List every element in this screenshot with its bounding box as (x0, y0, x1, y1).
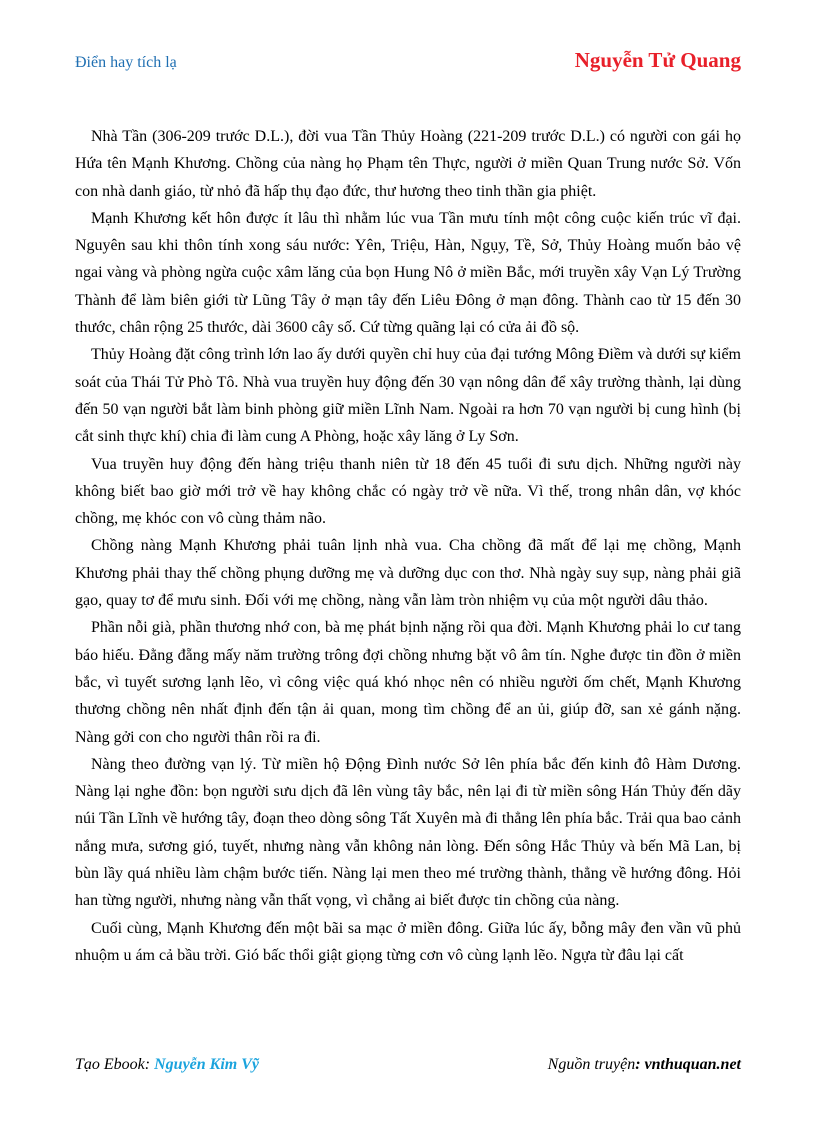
paragraph: Nhà Tần (306-209 trước D.L.), đời vua Tần Thủy Hoàng (221-209 trước D.L.) có người con gái họ Hứa tên Mạnh Khương. Chồng của nàng họ Phạm tên Thực, người ở miền Quan Trung nước Sở. Vốn con nhà danh giáo, từ nhỏ đã hấp thụ đạo đức, thư hương theo tinh thần gia phiệt. (75, 128, 741, 200)
paragraph: Mạnh Khương kết hôn được ít lâu thì nhằm lúc vua Tần mưu tính một công cuộc kiến trúc vĩ đại. Nguyên sau khi thôn tính xong sáu nước: Yên, Triệu, Hàn, Ngụy, Tề, Sở, Thủy Hoàng muốn bảo vệ ngai vàng và phòng ngừa cuộc xâm lăng của bọn Hung Nô ở miền Bắc, mới truyền xây Vạn Lý Trường Thành để làm biên giới từ Lũng Tây ở mạn tây đến Liêu Đông ở mạn đông. Thành cao từ 15 đến 30 thước, chân rộng 25 thước, dài 3600 cây số. Cứ từng quãng lại có cửa ải đồ sộ. (75, 209, 741, 337)
header-author: Nguyễn Tử Quang (574, 48, 741, 72)
page-footer (75, 1056, 741, 1078)
header-book-title: Điển hay tích lạ (75, 54, 177, 71)
paragraph: Nàng theo đường vạn lý. Từ miền hộ Động Đình nước Sở lên phía bắc đến kinh đô Hàm Dương. Nàng lại nghe đồn: bọn người sưu dịch đã lên vùng tây bắc, nên lại đi từ miền sông Hán Thủy đến dãy núi Tần Lĩnh về hướng tây, đoạn theo dòng sông Tất Xuyên mà đi thẳng lên phía bắc. Trải qua bao cảnh nắng mưa, sương gió, tuyết, nhưng nàng vẫn không nản lòng. Đến sông Hắc Thủy và bến Mã Lan, bị bùn lầy quá nhiều làm chậm bước tiến. Nàng lại men theo mé trường thành, thẳng về hướng đông. Hỏi han từng người, nhưng nàng vẫn thất vọng, vì chẳng ai biết được tin chồng của nàng. (75, 755, 741, 910)
ebook-credit-separator: : (144, 1056, 155, 1073)
paragraph: Chồng nàng Mạnh Khương phải tuân lịnh nhà vua. Cha chồng đã mất để lại mẹ chồng, Mạnh Khương phải thay thế chồng phụng dưỡng mẹ và dưỡng dục con thơ. Nhà ngày suy sụp, nàng phải giã gạo, quay tơ để mưu sinh. Đối với mẹ chồng, nàng vẫn làm tròn nhiệm vụ của một người dâu thảo. (75, 537, 741, 610)
source-credit-separator: : (635, 1056, 645, 1073)
ebook-credit-label: Tạo Ebook (75, 1056, 145, 1073)
paragraph: Phần nỗi già, phần thương nhớ con, bà mẹ phát bịnh nặng rồi qua đời. Mạnh Khương phải lo cư tang báo hiếu. Đằng đẵng mấy năm trường trông đợi chồng nhưng bặt vô âm tín. Nghe được tin đồn ở miền bắc, vì tuyết sương lạnh lẽo, vì công việc quá khó nhọc nên có nhiều người ốm chết, Mạnh Khương thương chồng nên nhất định đến tận ải quan, mong tìm chồng để an ủi, giúp đỡ, san xẻ gánh nặng. Nàng gởi con cho người thân rồi ra đi. (75, 619, 741, 746)
source-credit (548, 1056, 741, 1074)
story-body (75, 123, 741, 969)
ebook-creator-name: Nguyễn Kim Vỹ (154, 1056, 259, 1073)
paragraph: Cuối cùng, Mạnh Khương đến một bãi sa mạc ở miền đông. Giữa lúc ấy, bỗng mây đen vần vũ phủ nhuộm u ám cả bầu trời. Gió bấc thổi giật giọng từng cơn vô cùng lạnh lẽo. Ngựa từ đâu lại cất (75, 919, 741, 964)
paragraph: Thủy Hoàng đặt công trình lớn lao ấy dưới quyền chỉ huy của đại tướng Mông Điềm và dưới sự kiểm soát của Thái Tử Phò Tô. Nhà vua truyền huy động đến 30 vạn nông dân để xây trường thành, lại dùng đến 50 vạn người bắt làm binh phòng giữ miền Lĩnh Nam. Ngoài ra hơn 70 vạn người bị cung hình (bị cắt sinh thực khí) chia đi làm cung A Phòng, hoặc xây lăng ở Ly Sơn. (75, 346, 741, 446)
paragraph: Vua truyền huy động đến hàng triệu thanh niên từ 18 đến 45 tuổi đi sưu dịch. Những người này không biết bao giờ mới trở về hay không chắc có ngày trở về nữa. Vì thế, trong nhân dân, vợ khóc chồng, mẹ khóc con vô cùng thảm não. (75, 455, 741, 528)
ebook-credit (75, 1056, 259, 1074)
source-site-name: vnthuquan.net (644, 1056, 741, 1073)
source-credit-label: Nguồn truyện (547, 1056, 636, 1073)
page-header (75, 48, 741, 76)
